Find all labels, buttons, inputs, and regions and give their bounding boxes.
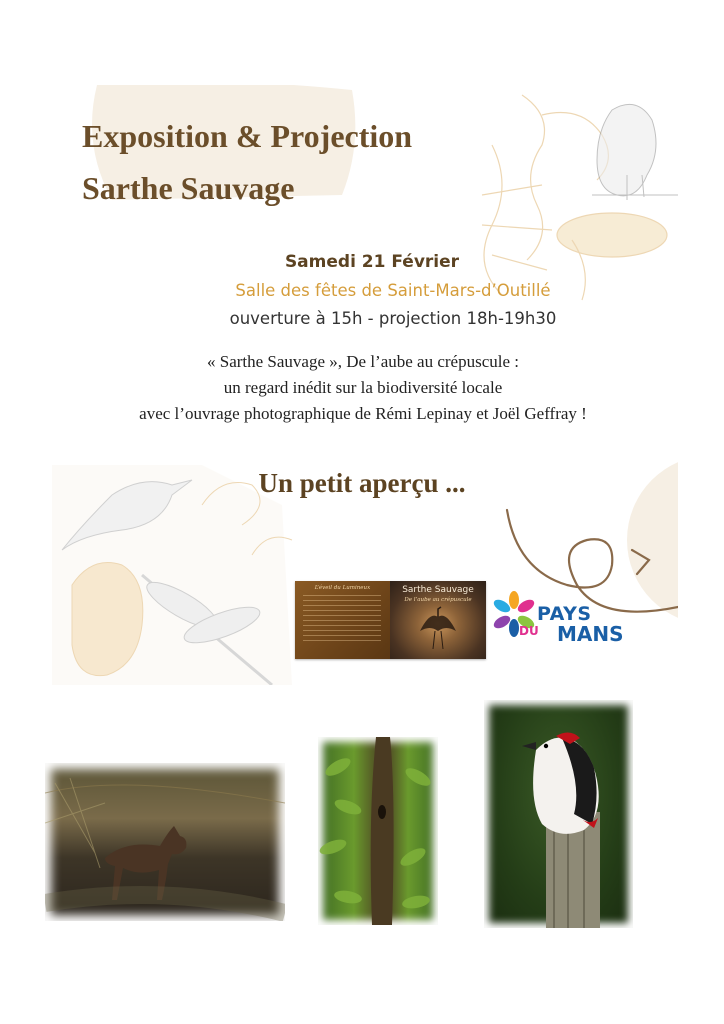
fox-photo [45, 763, 285, 921]
book-title: Sarthe Sauvage [402, 585, 474, 595]
preview-heading: Un petit aperçu ... [258, 468, 466, 498]
description-line-2: un regard inédit sur la biodiversité locale [223, 378, 503, 397]
event-description [0, 349, 724, 427]
book-back-cover [295, 581, 390, 659]
event-hours: ouverture à 15h - projection 18h-19h30 [229, 309, 557, 328]
title-line-1: Exposition & Projection [82, 118, 413, 154]
logo-du: DU [519, 624, 539, 638]
event-venue: Salle des fêtes de Saint-Mars-d’Outillé [235, 281, 551, 300]
title-line-2: Sarthe Sauvage [82, 170, 295, 206]
poster-title [82, 110, 412, 214]
logo-pays: PAYS [537, 603, 592, 625]
description-line-1: « Sarthe Sauvage », De l’aube au crépuscule : [206, 352, 520, 371]
event-date: Samedi 21 Février [284, 252, 460, 272]
woodpecker-photo [484, 700, 633, 928]
book-back-title: L’éveil du Lumineux [314, 585, 371, 591]
woodpecker-tree-photo [318, 737, 438, 925]
book-front-cover [390, 581, 486, 659]
heron-image [390, 581, 486, 659]
logo-mans: MANS [557, 622, 624, 646]
description-line-3: avec l’ouvrage photographique de Rémi Lepinay et Joël Geffray ! [139, 404, 587, 423]
book-cover [295, 581, 486, 659]
book-subtitle: De l’aube au crépuscule [404, 597, 472, 603]
